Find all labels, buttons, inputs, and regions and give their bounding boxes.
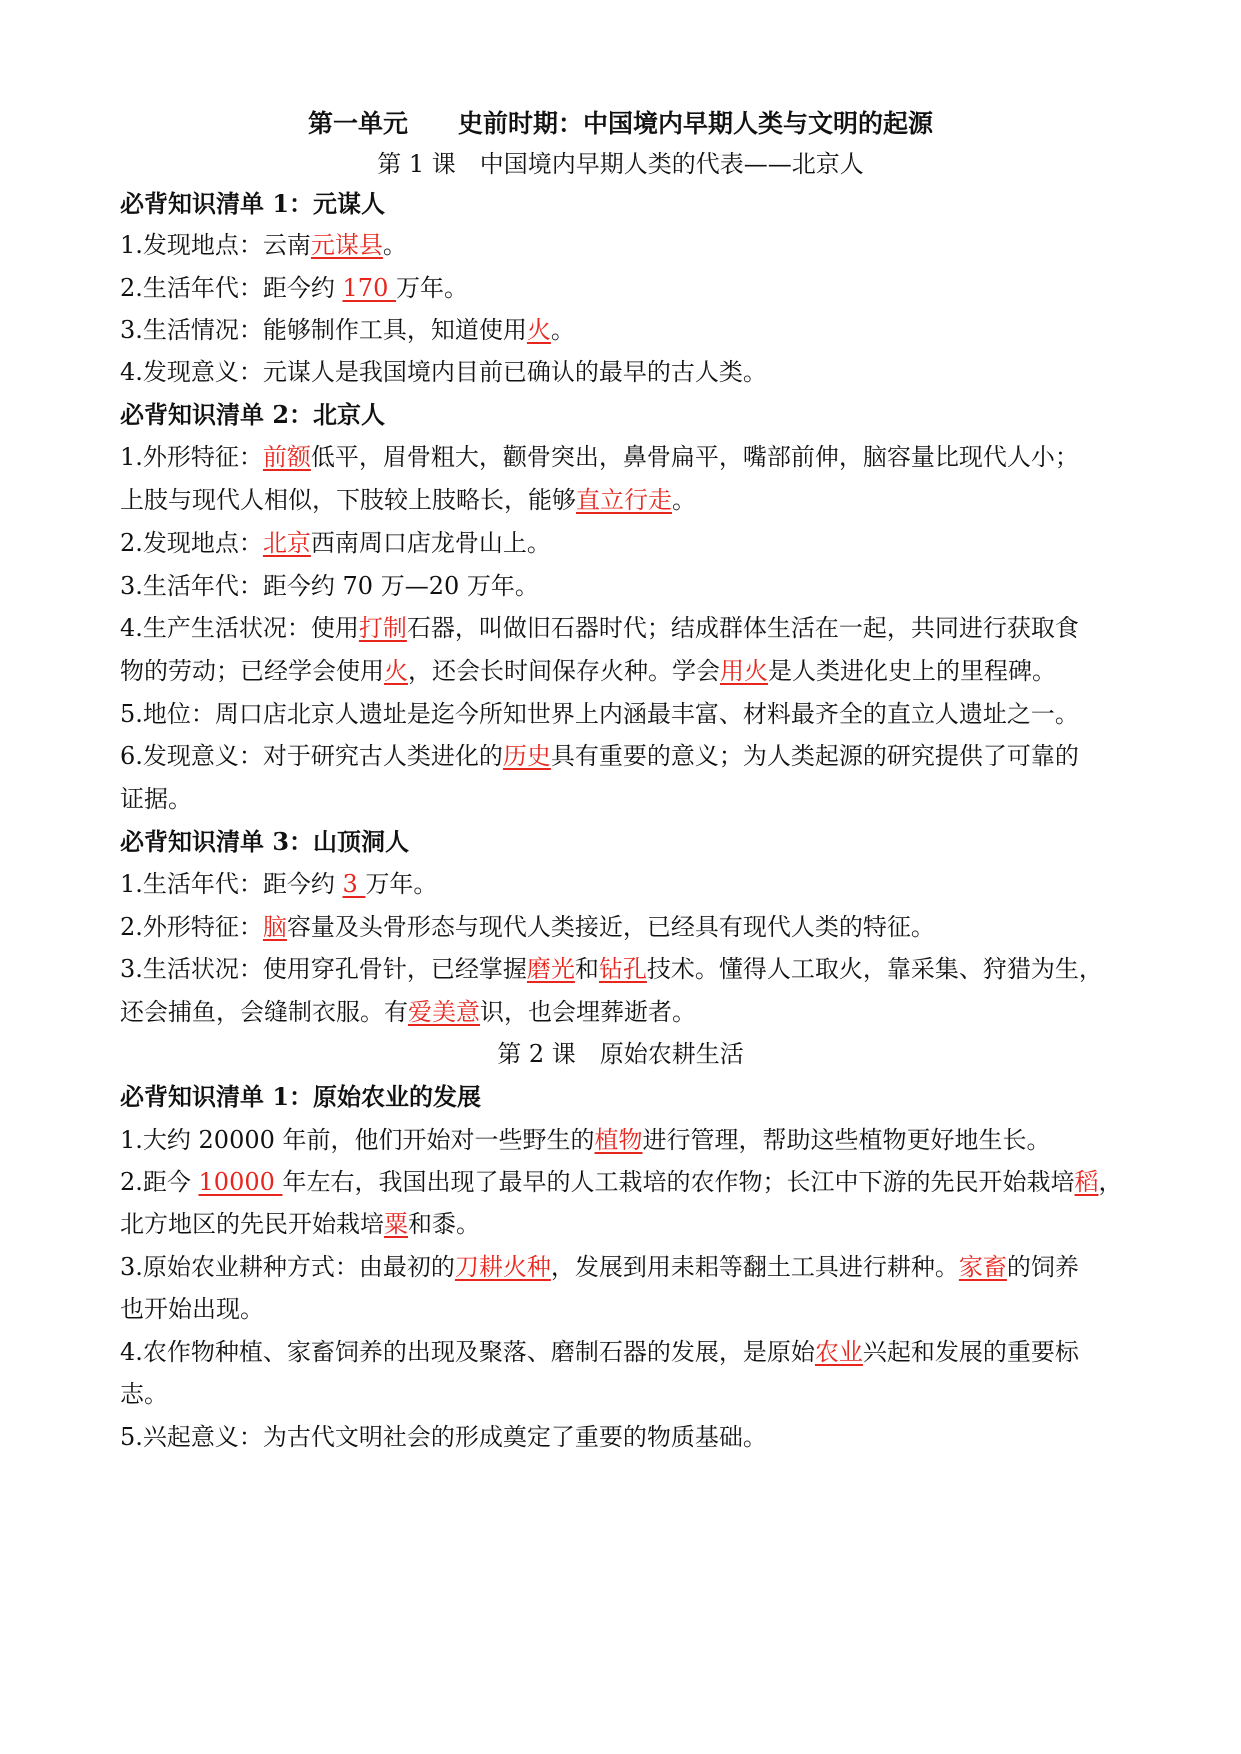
text-line bbox=[120, 314, 1130, 346]
text-segment: 必背知识清单 1：元谋人 bbox=[120, 189, 386, 218]
keyword: 脑 bbox=[262, 913, 287, 941]
text-segment: 必背知识清单 2：北京人 bbox=[120, 400, 386, 429]
text-segment: 5.兴起意义：为古代文明社会的形成奠定了重要的物质基础。 bbox=[120, 1423, 767, 1451]
text-line bbox=[120, 1208, 1130, 1240]
text-line bbox=[120, 441, 1130, 473]
text-segment: 石器，叫做旧石器时代；结成群体生活在一起，共同进行获取食 bbox=[406, 614, 1079, 642]
keyword: 北京 bbox=[262, 529, 311, 557]
text-segment: 西南周口店龙骨山上。 bbox=[310, 529, 551, 557]
lesson-title bbox=[0, 148, 1241, 180]
text-line bbox=[120, 698, 1130, 730]
section-heading bbox=[120, 188, 1130, 220]
text-segment: 3.原始农业耕种方式：由最初的 bbox=[120, 1253, 455, 1281]
text-segment: 4.发现意义：元谋人是我国境内目前已确认的最早的古人类。 bbox=[120, 358, 767, 386]
text-segment: 年左右，我国出现了最早的人工栽培的农作物；长江中下游的先民开始栽培 bbox=[282, 1168, 1075, 1196]
text-segment: 必背知识清单 1：原始农业的发展 bbox=[120, 1082, 482, 1111]
text-segment: 3.生活年代：距今约 70 万—20 万年。 bbox=[120, 572, 539, 600]
text-segment: 低平，眉骨粗大，颧骨突出，鼻骨扁平，嘴部前伸，脑容量比现代人小； bbox=[310, 443, 1079, 471]
text-segment: 的饲养 bbox=[1006, 1253, 1079, 1281]
text-line bbox=[120, 272, 1130, 304]
text-segment: 1.发现地点：云南 bbox=[120, 231, 311, 259]
text-segment: 也开始出现。 bbox=[120, 1295, 264, 1323]
text-line bbox=[120, 1421, 1130, 1453]
keyword: 直立行走 bbox=[576, 486, 672, 514]
text-segment: ，发展到用耒耜等翻土工具进行耕种。 bbox=[550, 1253, 959, 1281]
keyword: 爱美意 bbox=[408, 998, 480, 1026]
section-heading bbox=[120, 826, 1130, 858]
keyword: 火 bbox=[384, 657, 408, 685]
text-segment: 进行管理，帮助这些植物更好地生长。 bbox=[642, 1126, 1051, 1154]
text-line bbox=[120, 953, 1130, 985]
text-line bbox=[120, 655, 1130, 687]
text-segment: 万年。 bbox=[395, 274, 468, 302]
keyword: 10000 bbox=[198, 1168, 283, 1196]
text-line bbox=[120, 1166, 1130, 1198]
text-segment: 和 bbox=[574, 955, 599, 983]
text-segment: ，还会长时间保存火种。学会 bbox=[408, 657, 720, 685]
text-segment: 上肢与现代人相似，下肢较上肢略长，能够 bbox=[120, 486, 576, 514]
text-segment: 第一单元 史前时期：中国境内早期人类与文明的起源 bbox=[307, 109, 933, 138]
keyword: 磨光 bbox=[526, 955, 575, 983]
unit-title bbox=[0, 108, 1241, 140]
text-line bbox=[120, 356, 1130, 388]
lesson-title bbox=[0, 1038, 1241, 1070]
keyword: 火 bbox=[526, 316, 551, 344]
text-segment: 2.外形特征： bbox=[120, 913, 263, 941]
text-segment: 还会捕鱼，会缝制衣服。有 bbox=[120, 998, 408, 1026]
text-segment: 6.发现意义：对于研究古人类进化的 bbox=[120, 742, 503, 770]
keyword: 历史 bbox=[502, 742, 551, 770]
keyword: 3 bbox=[342, 870, 366, 898]
text-line bbox=[120, 911, 1130, 943]
keyword: 打制 bbox=[358, 614, 407, 642]
text-line bbox=[120, 783, 1130, 815]
text-segment: 证据。 bbox=[120, 785, 192, 813]
text-line bbox=[120, 868, 1130, 900]
text-segment: 1.生活年代：距今约 bbox=[120, 870, 343, 898]
text-line bbox=[120, 570, 1130, 602]
text-segment: 志。 bbox=[120, 1380, 168, 1408]
text-segment: 4.生产生活状况：使用 bbox=[120, 614, 359, 642]
text-line bbox=[120, 1251, 1130, 1283]
text-segment: 2.生活年代：距今约 bbox=[120, 274, 343, 302]
text-segment: 第 2 课 原始农耕生活 bbox=[497, 1040, 744, 1068]
text-segment: 兴起和发展的重要标 bbox=[862, 1338, 1079, 1366]
text-segment: ， bbox=[1098, 1168, 1123, 1196]
text-segment: 5.地位：周口店北京人遗址是迄今所知世界上内涵最丰富、材料最齐全的直立人遗址之一。 bbox=[120, 700, 1079, 728]
text-line bbox=[120, 996, 1130, 1028]
text-segment: 2.距今 bbox=[120, 1168, 199, 1196]
text-line bbox=[120, 484, 1130, 516]
text-segment: 必背知识清单 3：山顶洞人 bbox=[120, 827, 410, 856]
text-segment: 2.发现地点： bbox=[120, 529, 263, 557]
text-segment: 。 bbox=[550, 316, 575, 344]
keyword: 170 bbox=[342, 274, 396, 302]
keyword: 稻 bbox=[1074, 1168, 1099, 1196]
keyword: 钻孔 bbox=[598, 955, 647, 983]
text-segment: 3.生活情况：能够制作工具，知道使用 bbox=[120, 316, 527, 344]
text-segment: 。 bbox=[382, 231, 407, 259]
keyword: 刀耕火种 bbox=[454, 1253, 551, 1281]
text-segment: 物的劳动；已经学会使用 bbox=[120, 657, 384, 685]
text-segment: 1.外形特征： bbox=[120, 443, 263, 471]
text-line bbox=[120, 1378, 1130, 1410]
keyword: 家畜 bbox=[958, 1253, 1007, 1281]
text-segment: 。 bbox=[672, 486, 696, 514]
text-segment: 具有重要的意义；为人类起源的研究提供了可靠的 bbox=[550, 742, 1079, 770]
text-segment: 识，也会埋葬逝者。 bbox=[480, 998, 696, 1026]
keyword: 农业 bbox=[814, 1338, 863, 1366]
text-segment: 北方地区的先民开始栽培 bbox=[120, 1210, 384, 1238]
text-segment: 3.生活状况：使用穿孔骨针，已经掌握 bbox=[120, 955, 527, 983]
text-line bbox=[120, 1124, 1130, 1156]
keyword: 用火 bbox=[720, 657, 768, 685]
keyword: 粟 bbox=[384, 1210, 408, 1238]
text-segment: 万年。 bbox=[365, 870, 438, 898]
text-line bbox=[120, 229, 1130, 261]
text-segment: 1.大约 20000 年前，他们开始对一些野生的 bbox=[120, 1126, 595, 1154]
keyword: 前额 bbox=[262, 443, 311, 471]
keyword: 元谋县 bbox=[310, 231, 383, 259]
text-segment: 4.农作物种植、家畜饲养的出现及聚落、磨制石器的发展，是原始 bbox=[120, 1338, 815, 1366]
section-heading bbox=[120, 399, 1130, 431]
text-segment: 第 1 课 中国境内早期人类的代表——北京人 bbox=[377, 150, 864, 178]
text-line bbox=[120, 527, 1130, 559]
section-heading bbox=[120, 1081, 1130, 1113]
text-segment: 容量及头骨形态与现代人类接近，已经具有现代人类的特征。 bbox=[286, 913, 935, 941]
text-line bbox=[120, 1293, 1130, 1325]
text-line bbox=[120, 612, 1130, 644]
keyword: 植物 bbox=[594, 1126, 643, 1154]
text-line bbox=[120, 740, 1130, 772]
text-line bbox=[120, 1336, 1130, 1368]
text-segment: 是人类进化史上的里程碑。 bbox=[768, 657, 1056, 685]
text-segment: 技术。懂得人工取火，靠采集、狩猎为生， bbox=[646, 955, 1103, 983]
text-segment: 和黍。 bbox=[408, 1210, 480, 1238]
